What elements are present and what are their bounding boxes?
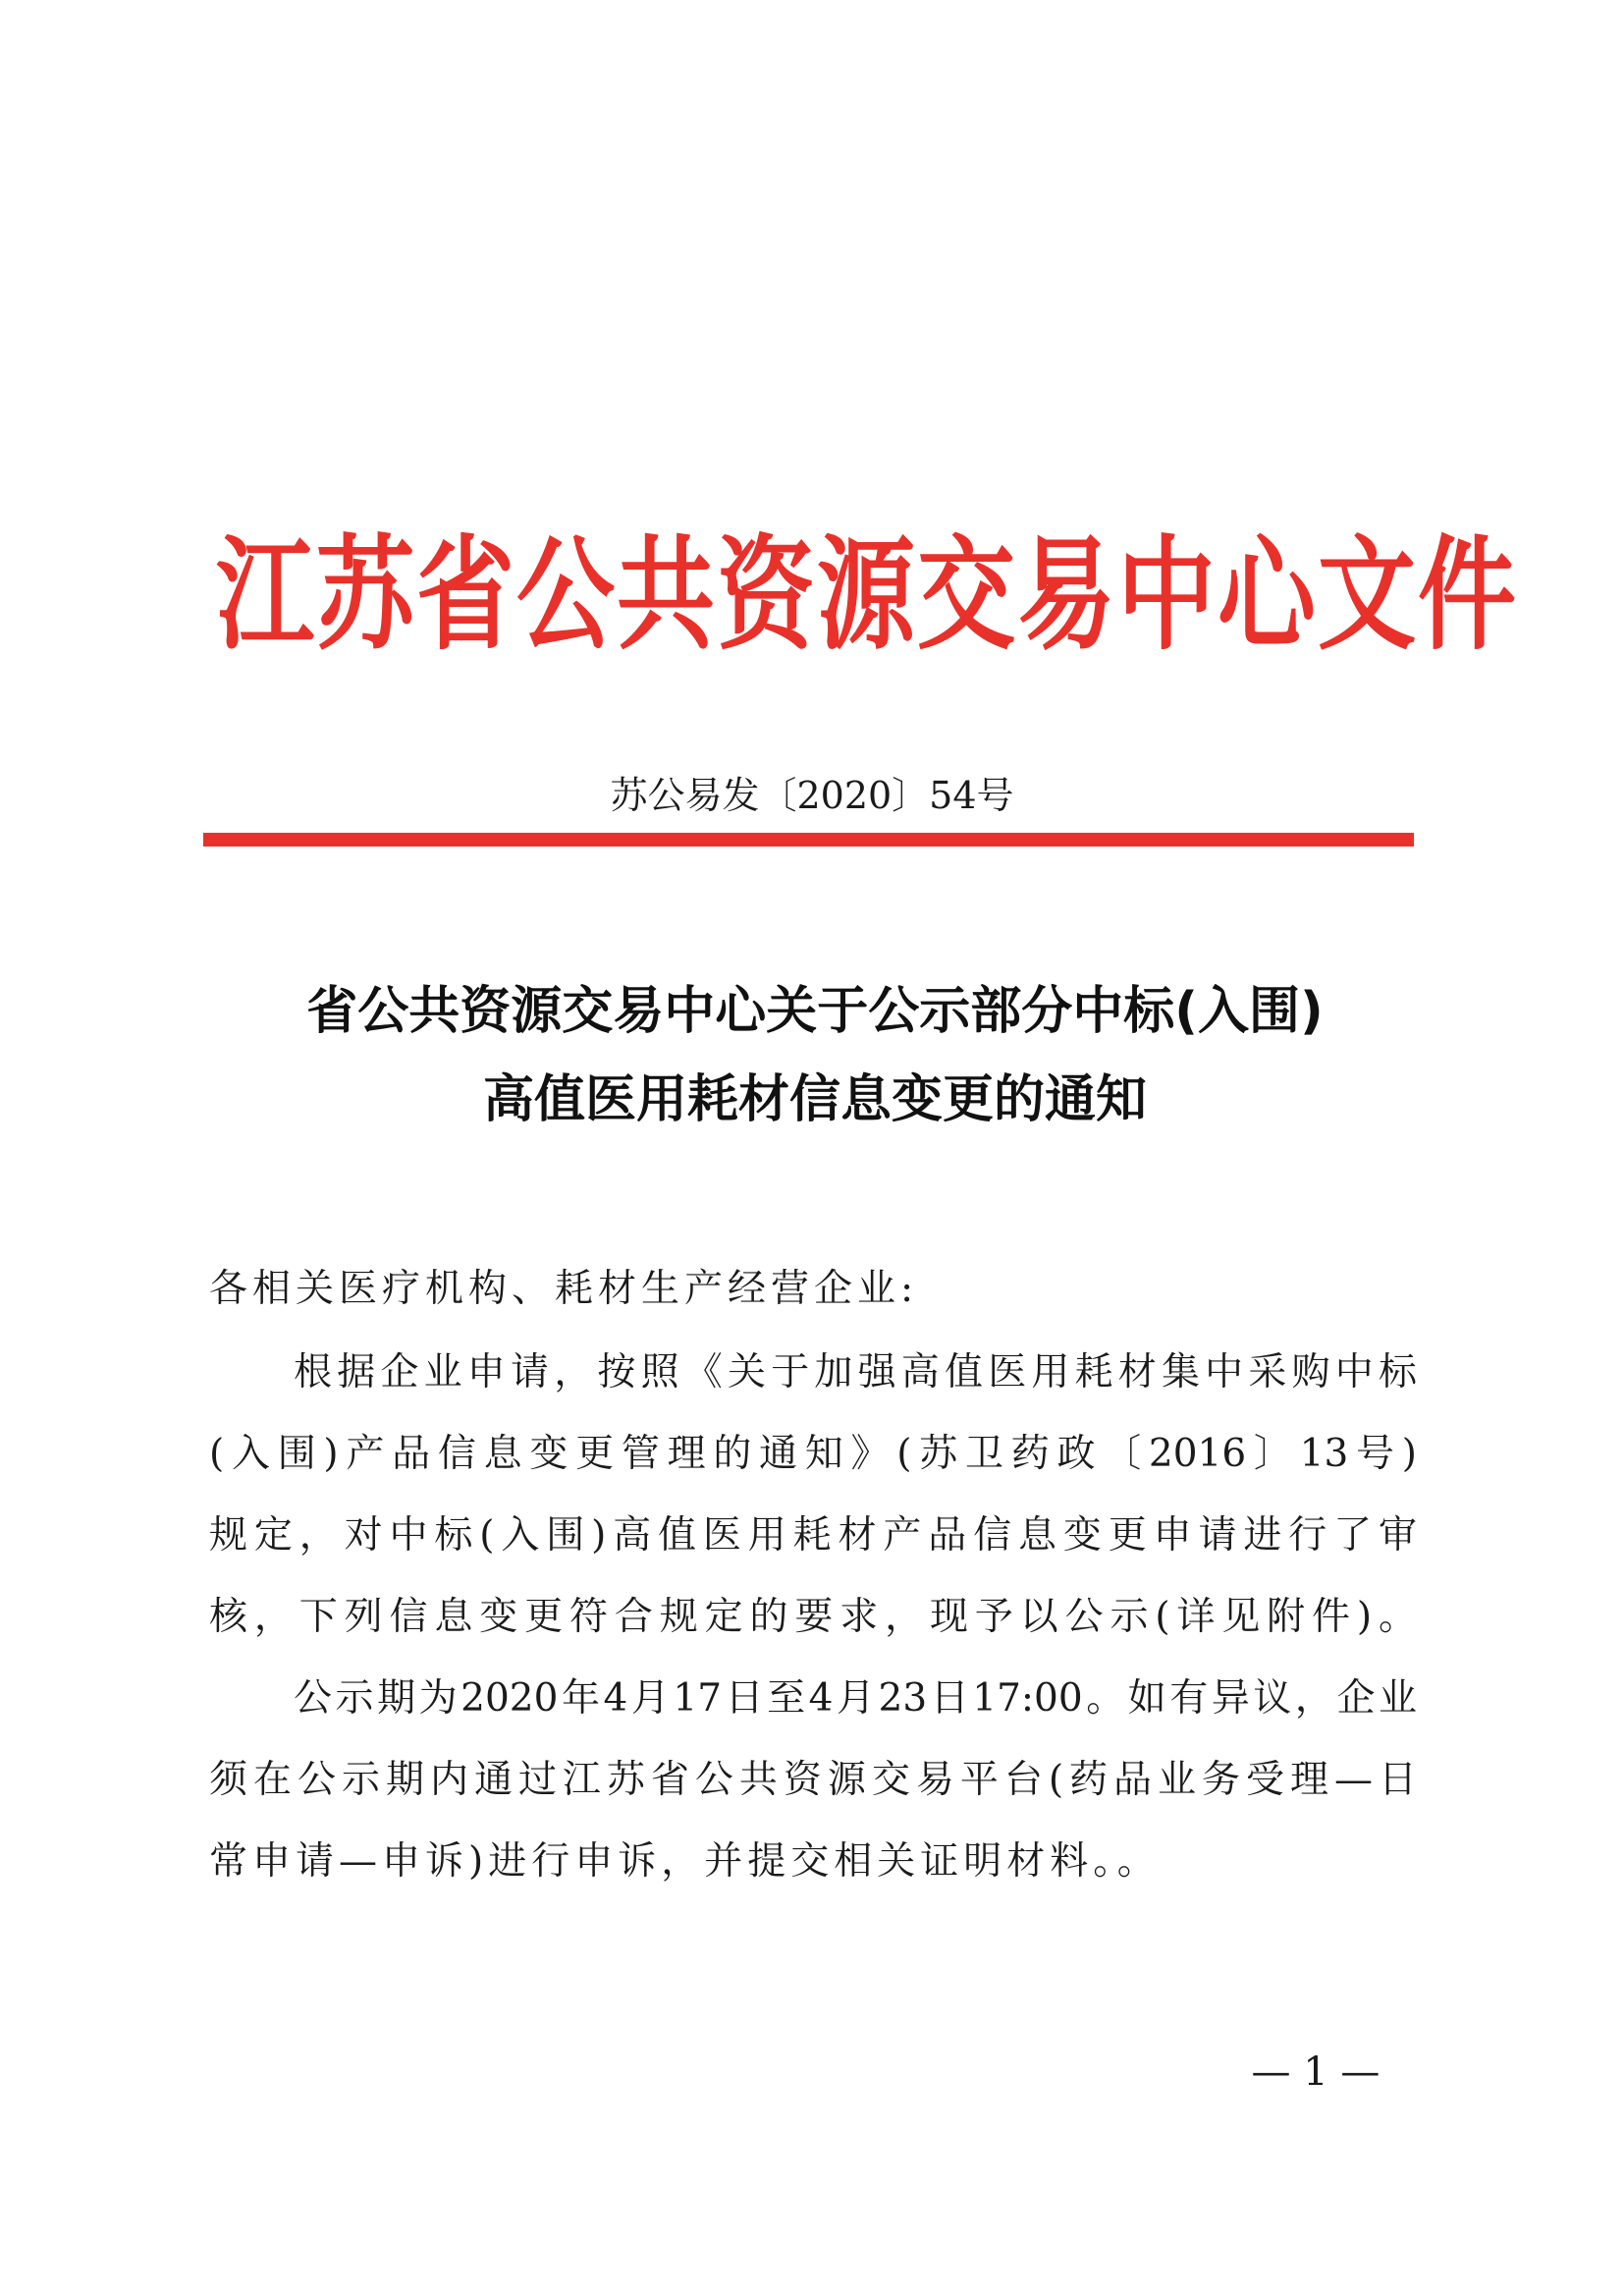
paragraph-2 <box>209 1658 1417 1902</box>
paragraph-line: 根据企业申请，按照《关于加强高值医用耗材集中采购中标 <box>294 1350 1417 1394</box>
red-divider-line <box>203 833 1414 847</box>
paragraph-line: 须在公示期内通过江苏省公共资源交易平台(药品业务受理—日 <box>209 1758 1417 1802</box>
paragraph-line: 公示期为2020年4月17日至4月23日17:00。如有异议，企业 <box>294 1676 1417 1721</box>
notice-title <box>137 967 1492 1144</box>
paragraph-line: 常申请—申诉)进行申诉，并提交相关证明材料。。 <box>209 1839 1161 1884</box>
paragraph-line: 核，下列信息变更符合规定的要求，现予以公示(详见附件)。 <box>209 1595 1417 1639</box>
document-number: 苏公易发〔2020〕54号 <box>610 774 1014 817</box>
notice-title-line-1: 省公共资源交易中心关于公示部分中标(入围) <box>306 982 1324 1041</box>
organization-header-title: 江苏省公共资源交易中心文件 <box>216 521 1518 667</box>
paragraph-line: 规定，对中标(入围)高值医用耗材产品信息变更申请进行了审 <box>209 1513 1417 1558</box>
page-number: — 1 — <box>1251 2050 1380 2095</box>
paragraph-line: (入围)产品信息变更管理的通知》(苏卫药政〔2016〕13号) <box>209 1432 1417 1476</box>
paragraph-1 <box>209 1332 1417 1658</box>
notice-body <box>209 1332 1417 1902</box>
notice-title-line-2: 高值医用耗材信息变更的通知 <box>482 1070 1147 1129</box>
salutation: 各相关医疗机构、耗材生产经营企业: <box>209 1267 919 1311</box>
